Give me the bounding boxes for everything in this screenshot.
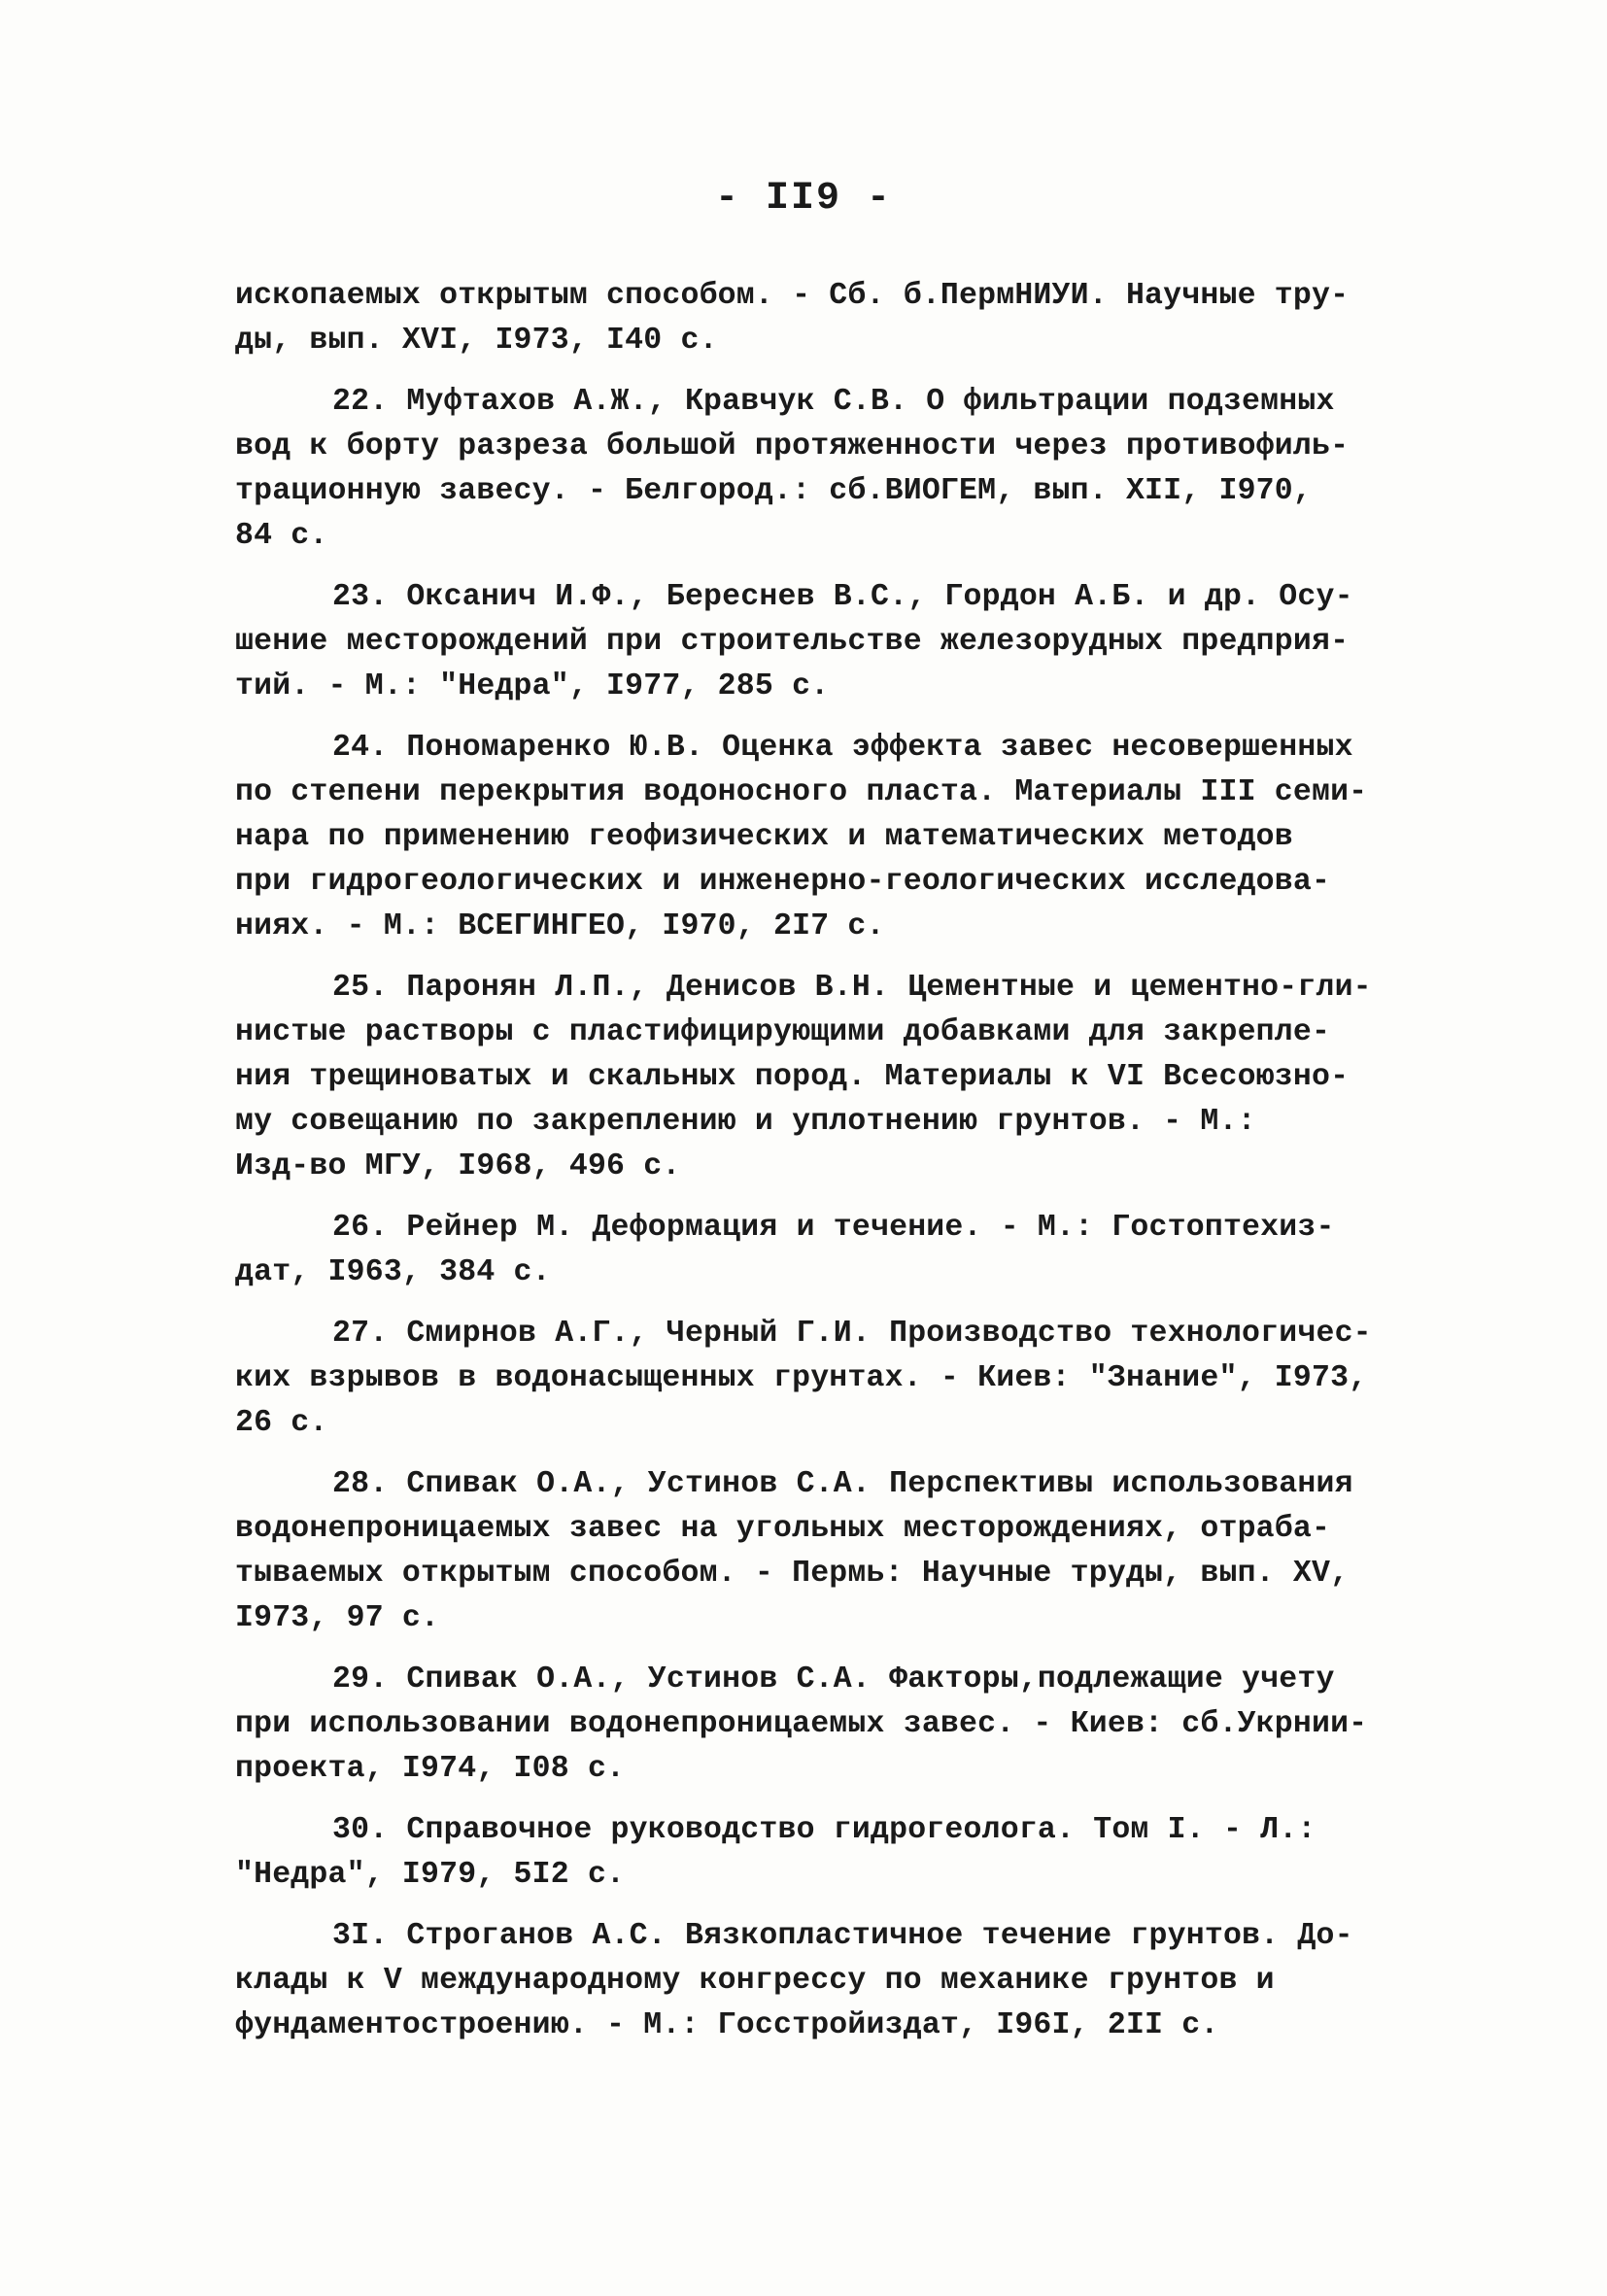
reference-entry-23 <box>235 575 1382 709</box>
reference-entry-30 <box>235 1808 1382 1898</box>
reference-line: ископаемых открытым способом. - Сб. б.ПермНИУИ. Научные тру- <box>235 279 1350 313</box>
reference-line: 24. Пономаренко Ю.В. Оценка эффекта завес несовершенных <box>332 731 1353 765</box>
reference-line: по степени перекрытия водоносного пласта. Материалы III семи- <box>235 775 1368 809</box>
reference-line: 28. Спивак О.А., Устинов С.А. Перспективы использования <box>332 1467 1353 1501</box>
reference-line: 26 с. <box>235 1406 328 1440</box>
reference-line: тываемых открытым способом. - Пермь: Научные труды, вып. XV, <box>235 1557 1350 1591</box>
reference-line: трационную завесу. - Белгород.: сб.ВИОГЕМ, вып. XII, I970, <box>235 474 1312 508</box>
reference-line: му совещанию по закреплению и уплотнению грунтов. - М.: <box>235 1105 1256 1139</box>
reference-line: "Недра", I979, 5I2 с. <box>235 1858 626 1892</box>
reference-line: клады к V международному конгрессу по механике грунтов и <box>235 1964 1275 1998</box>
reference-line: нистые растворы с пластифицирующими добавками для закрепле- <box>235 1015 1331 1049</box>
reference-line: шение месторождений при строительстве железорудных предприя- <box>235 625 1350 659</box>
reference-line: Изд-во МГУ, I968, 496 с. <box>235 1149 681 1183</box>
reference-entry-27 <box>235 1312 1382 1446</box>
reference-line: 3I. Строганов А.С. Вязкопластичное течение грунтов. До- <box>332 1919 1353 1953</box>
reference-line: проекта, I974, I08 с. <box>235 1752 626 1786</box>
reference-entry-26 <box>235 1206 1382 1295</box>
reference-entry-22 <box>235 380 1382 559</box>
reference-line: 27. Смирнов А.Г., Черный Г.И. Производство технологичес- <box>332 1317 1372 1351</box>
reference-line: дат, I963, 384 с. <box>235 1255 551 1289</box>
reference-line: 22. Муфтахов А.Ж., Кравчук С.В. О фильтрации подземных <box>332 385 1335 419</box>
reference-entry-29 <box>235 1658 1382 1792</box>
reference-line: при использовании водонепроницаемых завес. - Киев: сб.Укрнии- <box>235 1707 1368 1741</box>
reference-line: 26. Рейнер М. Деформация и течение. - М.: Гостоптехиз- <box>332 1211 1335 1245</box>
reference-line: ды, вып. XVI, I973, I40 с. <box>235 324 718 358</box>
reference-line: 30. Справочное руководство гидрогеолога. Том I. - Л.: <box>332 1813 1316 1847</box>
reference-entry-31 <box>235 1914 1382 2048</box>
reference-line: ниях. - М.: ВСЕГИНГЕО, I970, 2I7 с. <box>235 909 885 943</box>
reference-line: ния трещиноватых и скальных пород. Материалы к VI Всесоюзно- <box>235 1060 1350 1094</box>
reference-entry-24 <box>235 726 1382 949</box>
reference-line: вод к борту разреза большой протяженности через противофиль- <box>235 429 1350 463</box>
reference-line: при гидрогеологических и инженерно-геологических исследова- <box>235 865 1331 899</box>
reference-line: водонепроницаемых завес на угольных месторождениях, отраба- <box>235 1512 1331 1546</box>
reference-line: 29. Спивак О.А., Устинов С.А. Факторы,подлежащие учету <box>332 1662 1335 1696</box>
reference-line: ких взрывов в водонасыщенных грунтах. - Киев: "Знание", I973, <box>235 1361 1368 1395</box>
reference-entry-28 <box>235 1462 1382 1641</box>
reference-line: фундаментостроению. - М.: Госстройиздат, I96I, 2II с. <box>235 2008 1219 2042</box>
reference-line: I973, 97 с. <box>235 1601 440 1635</box>
reference-line: тий. - М.: "Недра", I977, 285 с. <box>235 669 830 703</box>
reference-line: 84 с. <box>235 519 328 553</box>
reference-entry-cont <box>235 274 1382 363</box>
reference-line: 25. Паронян Л.П., Денисов В.Н. Цементные и цементно-гли- <box>332 971 1372 1005</box>
references-list <box>235 274 1382 2065</box>
reference-line: нара по применению геофизических и математических методов <box>235 820 1293 854</box>
reference-line: 23. Оксанич И.Ф., Береснев В.С., Гордон А.Б. и др. Осу- <box>332 580 1353 614</box>
reference-entry-25 <box>235 966 1382 1189</box>
page-number: - II9 - <box>714 177 893 221</box>
